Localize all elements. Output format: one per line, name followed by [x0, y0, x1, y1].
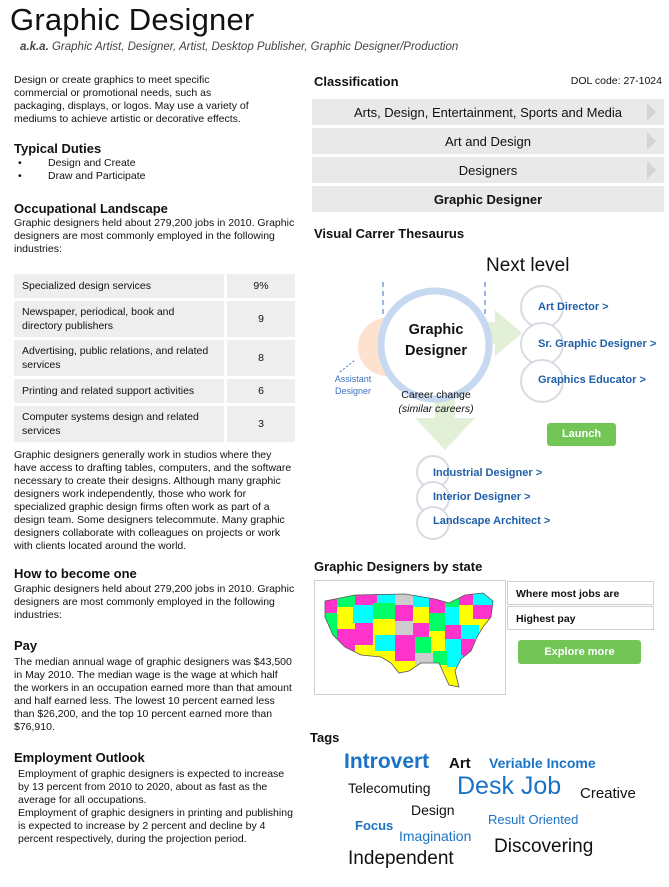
table-row	[14, 406, 295, 442]
duties-heading: Typical Duties	[14, 141, 102, 156]
legend-most-jobs[interactable]: Where most jobs are	[507, 581, 654, 605]
explore-more-button[interactable]: Explore more	[518, 640, 641, 664]
industry-cell: Newspaper, periodical, book and directory publishers	[14, 301, 224, 337]
description: Design or create graphics to meet specific commercial or promotional needs, such as packaging, displays, or logos. May use a variety of mediums to achieve artistic or decorative effects.	[14, 74, 249, 125]
table-row	[14, 301, 295, 337]
tag[interactable]: Result Oriented	[488, 812, 579, 827]
center-career: Graphic Designer	[404, 322, 468, 359]
become-text: Graphic designers held about 279,200 jobs in 2010. Graphic designers are most commonly employed in the following industries:	[14, 583, 295, 621]
outlook-text-1: Employment of graphic designers is expected to increase by 13 percent from 2010 to 2020, about as fast as the average for all occupations.	[18, 768, 285, 806]
us-map-graphic	[315, 581, 505, 694]
outlook-heading: Employment Outlook	[14, 750, 145, 765]
tag[interactable]: Veriable Income	[489, 755, 596, 771]
landscape-heading: Occupational Landscape	[14, 201, 168, 216]
classification-level[interactable]	[312, 157, 664, 183]
tags-heading: Tags	[310, 730, 340, 745]
career-change-label: Career change	[401, 389, 471, 401]
table-row	[14, 340, 295, 376]
duty-item: • Draw and Participate	[18, 170, 145, 183]
tag[interactable]: Discovering	[494, 836, 594, 857]
industry-cell: Advertising, public relations, and related services	[14, 340, 224, 376]
tag[interactable]: Independent	[348, 848, 454, 869]
classification-label: Designers	[458, 162, 518, 178]
aka-line	[20, 41, 458, 53]
legend-highest-pay[interactable]: Highest pay	[507, 606, 654, 630]
table-row	[14, 274, 295, 298]
tag[interactable]: Focus	[355, 818, 394, 833]
classification-current	[312, 186, 664, 212]
classification-heading: Classification	[314, 74, 399, 89]
table-row	[14, 379, 295, 403]
similar-link-interior-designer[interactable]: Interior Designer >	[433, 491, 531, 503]
page-title: Graphic Designer	[10, 2, 255, 37]
tag[interactable]: Design	[411, 802, 455, 818]
tag[interactable]: Desk Job	[457, 772, 562, 800]
thesaurus-heading: Visual Carrer Thesaurus	[314, 226, 465, 241]
chevron-right-icon	[647, 103, 656, 121]
pay-text: The median annual wage of graphic designers was $43,500 in May 2010. The median wage is the wage at which half the workers in an occupation earned more than that amount and half earned less. The lowest 10 percent earned less than $26,200, and the top 10 percent earned more than $76,910.	[14, 656, 292, 733]
chevron-right-icon	[647, 132, 656, 150]
similar-link-landscape-architect[interactable]: Landscape Architect >	[433, 515, 551, 527]
classification-level[interactable]	[312, 99, 664, 125]
tag[interactable]: Introvert	[344, 750, 430, 773]
launch-button[interactable]: Launch	[547, 423, 616, 446]
duties-list	[18, 157, 145, 183]
work-environment: Graphic designers generally work in studios where they have access to drafting tables, computers, and the software necessary to create their designs. Although many graphic designers work independently, those who work for specialized graphic design firms often work as part of a design team. Some designers telecommute. Many graphic designers collaborate with colleagues on projects or work with clients located around the world.	[14, 449, 292, 552]
next-level-label: Next level	[486, 255, 570, 276]
landscape-intro: Graphic designers held about 279,200 jobs in 2010. Graphic designers are most commonly employed in the following industries:	[14, 217, 295, 255]
value-cell: 8	[224, 340, 295, 376]
value-cell: 6	[224, 379, 295, 403]
next-link-sr-graphic-designer[interactable]: Sr. Graphic Designer >	[538, 338, 657, 350]
states-heading: Graphic Designers by state	[314, 559, 483, 574]
tag[interactable]: Creative	[580, 785, 636, 802]
tag[interactable]: Imagination	[399, 828, 472, 844]
guide-line	[340, 360, 355, 372]
pay-heading: Pay	[14, 638, 38, 653]
duty-item: • Design and Create	[18, 157, 145, 170]
chevron-right-icon	[647, 161, 656, 179]
next-link-graphics-educator[interactable]: Graphics Educator >	[538, 374, 646, 386]
industry-table	[14, 271, 295, 445]
classification-label: Arts, Design, Entertainment, Sports and Media	[353, 104, 623, 120]
similar-careers-label: (similar careers)	[398, 403, 474, 415]
dol-code: DOL code: 27-1024	[570, 75, 662, 87]
value-cell: 9	[224, 301, 295, 337]
industry-cell: Computer systems design and related services	[14, 406, 224, 442]
classification-label: Art and Design	[445, 133, 531, 149]
similar-link-industrial-designer[interactable]: Industrial Designer >	[433, 467, 543, 479]
outlook-text-2: Employment of graphic designers in printing and publishing is expected to increase by 2 percent and decline by 4 percent respectively, during the projection period.	[18, 807, 293, 845]
next-link-art-director[interactable]: Art Director >	[538, 301, 609, 313]
classification-level[interactable]	[312, 128, 664, 154]
value-cell: 3	[224, 406, 295, 442]
aka-names: Graphic Artist, Designer, Artist, Desktop Publisher, Graphic Designer/Production	[51, 41, 459, 53]
industry-cell: Printing and related support activities	[14, 379, 224, 403]
us-map[interactable]	[314, 580, 506, 695]
become-heading: How to become one	[14, 566, 137, 581]
tag[interactable]: Telecomuting	[348, 780, 431, 796]
assistant-label: Assistant Designer	[334, 374, 372, 396]
tag[interactable]: Art	[449, 755, 471, 772]
industry-cell: Specialized design services	[14, 274, 224, 298]
value-cell: 9%	[224, 274, 295, 298]
aka-prefix: a.k.a.	[20, 41, 49, 53]
classification-label: Graphic Designer	[433, 191, 543, 207]
